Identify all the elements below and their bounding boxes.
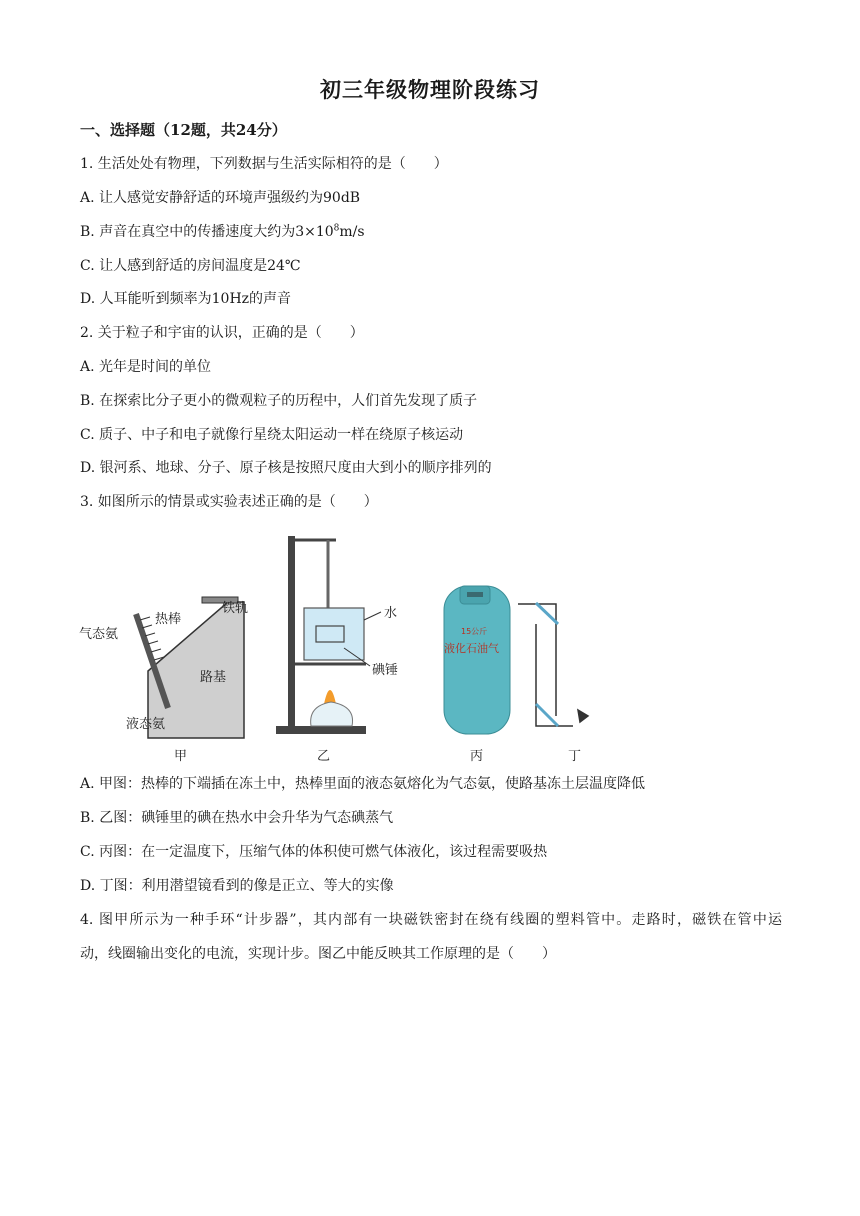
label-hammer: 碘锤 [372, 663, 399, 678]
gas-tank-icon [444, 586, 510, 734]
label-base: 路基 [200, 670, 227, 685]
q3-figure [76, 516, 616, 770]
q1-option-b [80, 221, 365, 241]
label-gas: 气态氨 [79, 627, 119, 642]
q2-option-a: A. 光年是时间的单位 [80, 359, 212, 375]
label-water: 水 [384, 606, 398, 621]
label-tank-top: 15公斤 [461, 627, 488, 636]
q1-option-b-text: B. 声音在真空中的传播速度大约为3×10 [80, 224, 334, 240]
q1-stem: 1. 生活处处有物理，下列数据与生活实际相符的是（ ） [80, 156, 448, 172]
q2-option-c: C. 质子、中子和电子就像行星绕太阳运动一样在绕原子核运动 [80, 427, 464, 443]
label-rail: 铁轨 [222, 601, 249, 616]
eye-icon [578, 710, 588, 722]
label-rod: 热棒 [155, 612, 182, 627]
q2-option-b: B. 在探索比分子更小的微观粒子的历程中，人们首先发现了质子 [80, 393, 478, 409]
q3-option-b: B. 乙图：碘锤里的碘在热水中会升华为气态碘蒸气 [80, 810, 394, 826]
stand-rod-icon [288, 536, 295, 732]
page-title: 初三年级物理阶段练习 [320, 77, 540, 102]
label-liquid: 液态氨 [126, 717, 166, 732]
q4-stem-line2: 动，线圈输出变化的电流，实现计步。图乙中能反映其工作原理的是（ ） [80, 946, 556, 962]
label-tank-text: 液化石油气 [444, 642, 499, 655]
figure-jia [79, 597, 248, 764]
q3-option-a: A. 甲图：热棒的下端插在冻土中，热棒里面的液态氨熔化为气态氨，使路基冻土层温度降低 [80, 776, 646, 792]
figure-ding [518, 603, 588, 764]
q1-option-b-unit: m/s [339, 224, 365, 240]
stand-base-icon [276, 726, 366, 734]
q1-option-d: D. 人耳能听到频率为10Hz的声音 [80, 291, 292, 307]
q3-stem: 3. 如图所示的情景或实验表述正确的是（ ） [80, 494, 378, 510]
caption-jia: 甲 [174, 749, 188, 764]
figure-yi [276, 536, 398, 764]
q1-option-b-exponent: 8 [333, 223, 340, 234]
q1-option-c: C. 让人感到舒适的房间温度是24℃ [80, 258, 301, 274]
caption-ding: 丁 [568, 749, 582, 764]
caption-yi: 乙 [317, 749, 331, 764]
q3-option-d: D. 丁图：利用潜望镜看到的像是正立、等大的实像 [80, 878, 394, 894]
q3-option-c: C. 丙图：在一定温度下，压缩气体的体积使可燃气体液化，该过程需要吸热 [80, 844, 548, 860]
q1-option-a: A. 让人感觉安静舒适的环境声强级约为90dB [80, 190, 361, 206]
beaker-icon [304, 608, 364, 660]
mirror-top-icon [536, 603, 558, 624]
periscope-outline [518, 604, 556, 716]
figure-bing [444, 586, 510, 764]
q2-option-d: D. 银河系、地球、分子、原子核是按照尺度由大到小的顺序排列的 [80, 460, 492, 476]
section-heading: 一、选择题（12题，共24分） [80, 121, 287, 139]
caption-bing: 丙 [470, 749, 484, 764]
q4-stem-line1: 4. 图甲所示为一种手环“计步器”，其内部有一块磁铁密封在绕有线圈的塑料管中。走路时，磁铁在管中运 [80, 912, 782, 928]
alcohol-lamp-icon [311, 702, 353, 726]
mirror-bottom-icon [536, 704, 558, 726]
q2-stem: 2. 关于粒子和宇宙的认识，正确的是（ ） [80, 325, 364, 341]
